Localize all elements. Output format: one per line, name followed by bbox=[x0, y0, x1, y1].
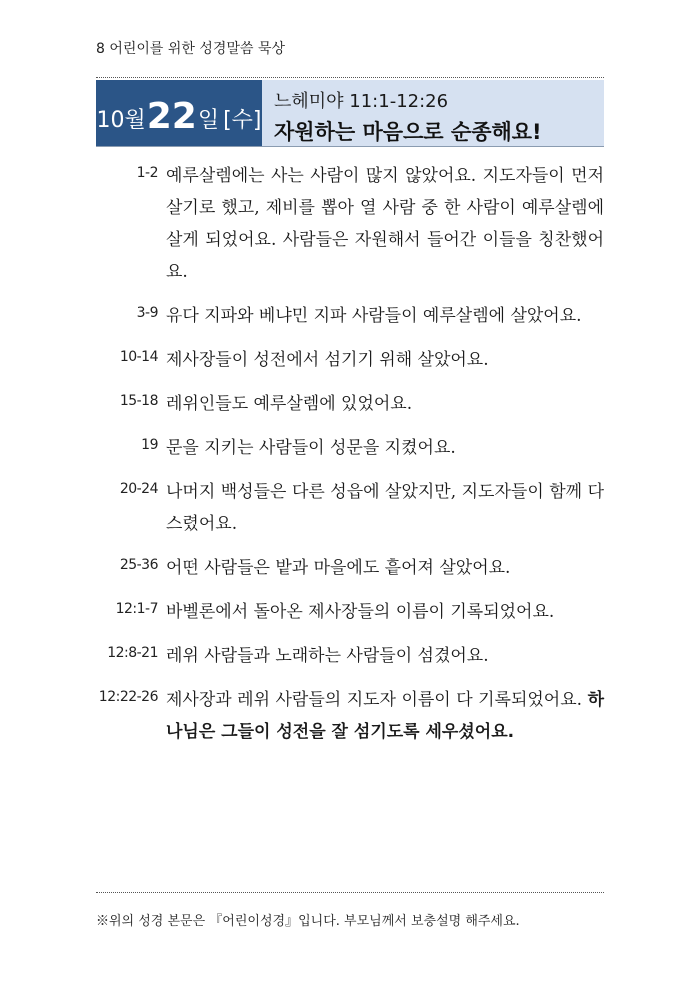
devotion-banner bbox=[96, 80, 604, 147]
verse-item bbox=[96, 388, 604, 420]
verse-text: 예루살렘에는 사는 사람이 많지 않았어요. 지도자들이 먼저 살기로 했고, 제비를 뽑아 열 사람 중 한 사람이 예루살렘에 살게 되었어요. 사람들은 자원해서 들어간 이들을 칭찬했어요. bbox=[166, 166, 604, 282]
verse-number: 15-18 bbox=[119, 393, 158, 409]
verse-text: 문을 지키는 사람들이 성문을 지켰어요. bbox=[166, 438, 456, 458]
verse-number: 25-36 bbox=[119, 557, 158, 573]
date-month: 10월 bbox=[96, 108, 146, 133]
verse-item bbox=[96, 596, 604, 628]
verse-text: 나머지 백성들은 다른 성읍에 살았지만, 지도자들이 함께 다스렸어요. bbox=[166, 482, 604, 534]
verse-item bbox=[96, 432, 604, 464]
verse-text: 레위 사람들과 노래하는 사람들이 섬겼어요. bbox=[166, 646, 489, 666]
verse-number: 1-2 bbox=[136, 165, 158, 181]
verse-number: 12:8-21 bbox=[107, 645, 158, 661]
verse-item bbox=[96, 344, 604, 376]
date-day-suffix: 일 bbox=[197, 108, 220, 133]
date-box bbox=[96, 80, 262, 146]
verse-text: 유다 지파와 베냐민 지파 사람들이 예루살렘에 살았어요. bbox=[166, 306, 582, 326]
date-weekday: [수] bbox=[223, 108, 262, 133]
verse-number: 19 bbox=[141, 437, 158, 453]
verse-text bbox=[166, 684, 604, 748]
verse-item bbox=[96, 160, 604, 288]
verse-text: 레위인들도 예루살렘에 있었어요. bbox=[166, 394, 413, 414]
verse-number: 3-9 bbox=[136, 305, 158, 321]
verse-item bbox=[96, 684, 604, 748]
date-day: 22 bbox=[146, 96, 197, 137]
verse-text: 어떤 사람들은 밭과 마을에도 흩어져 살았어요. bbox=[166, 558, 511, 578]
verse-item bbox=[96, 552, 604, 584]
devotion-title: 자원하는 마음으로 순종해요! bbox=[274, 120, 542, 144]
title-box bbox=[262, 80, 604, 146]
verse-text: 제사장들이 성전에서 섬기기 위해 살았어요. bbox=[166, 350, 489, 370]
verse-number: 12:22-26 bbox=[98, 689, 158, 705]
verse-item bbox=[96, 640, 604, 672]
verse-number: 20-24 bbox=[119, 481, 158, 497]
top-divider bbox=[96, 77, 604, 78]
footnote: ※위의 성경 본문은 『어린이성경』입니다. 부모님께서 보충설명 해주세요. bbox=[96, 914, 520, 929]
verse-text: 바벨론에서 돌아온 제사장들의 이름이 기록되었어요. bbox=[166, 602, 555, 622]
verse-item bbox=[96, 300, 604, 332]
verse-number: 10-14 bbox=[119, 349, 158, 365]
verse-item bbox=[96, 476, 604, 540]
bottom-divider bbox=[96, 892, 604, 893]
verse-number: 12:1-7 bbox=[115, 601, 158, 617]
verse-list bbox=[96, 160, 604, 760]
scripture-reference: 느헤미야 11:1-12:26 bbox=[274, 91, 449, 112]
verse-text-plain: 제사장과 레위 사람들의 지도자 이름이 다 기록되었어요. bbox=[166, 690, 583, 710]
page-header: 8 어린이를 위한 성경말씀 묵상 bbox=[96, 41, 285, 57]
verse-text-emphasis: 하나님은 그들이 성전을 잘 섬기도록 세우셨어요. bbox=[166, 690, 604, 742]
